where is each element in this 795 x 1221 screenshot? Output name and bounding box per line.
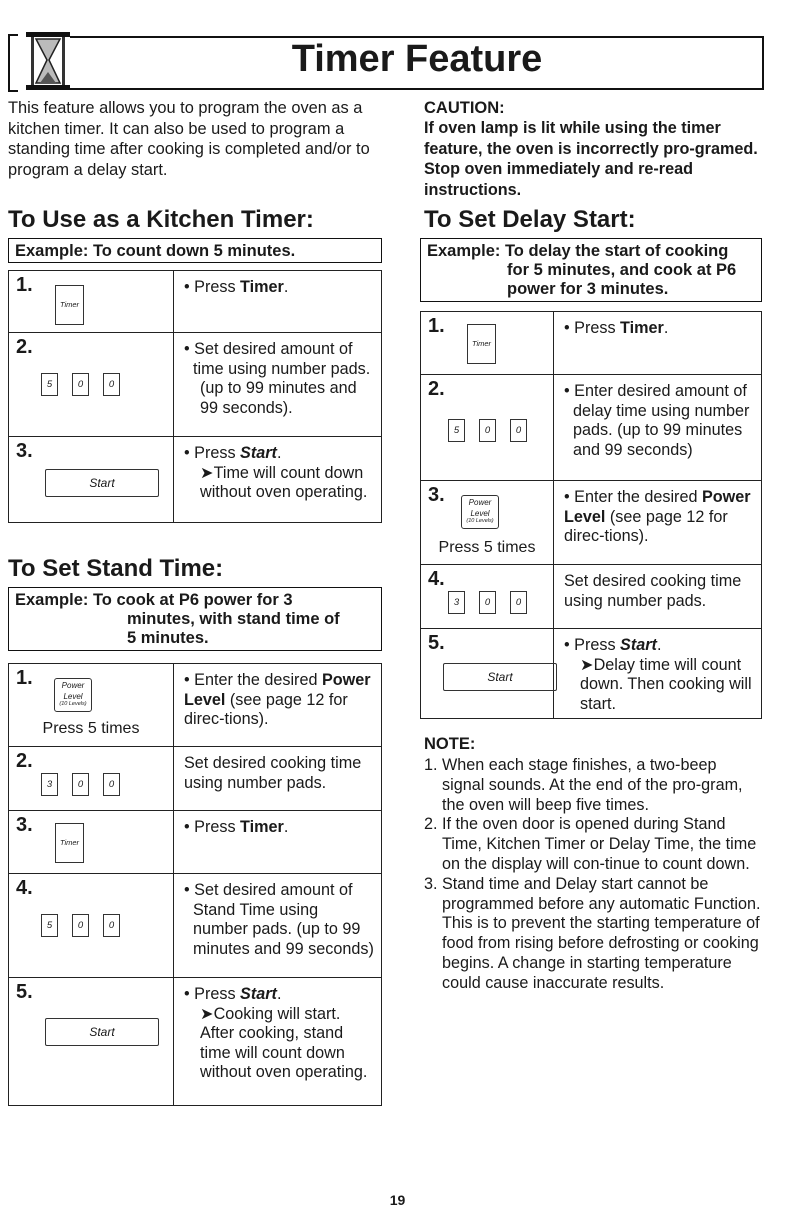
delay-step-5 <box>421 629 762 719</box>
step-key-name: Start <box>240 444 277 462</box>
key-label: (10 Levels) <box>59 701 87 707</box>
number-pad-icon: 0 <box>72 373 89 396</box>
number-pad-icon: 5 <box>41 373 58 396</box>
timer-key-icon: Timer <box>467 324 496 364</box>
step-key-name: Timer <box>620 319 664 337</box>
delay-steps-table <box>420 311 762 719</box>
start-key-icon: Start <box>443 663 557 691</box>
kitchen-steps-table <box>8 270 382 523</box>
step-text-end: . <box>276 985 282 1003</box>
number-pad-icon: 0 <box>72 914 89 937</box>
step-key-name: Start <box>620 636 657 654</box>
step-text: • Press <box>564 636 621 654</box>
note-list <box>424 756 762 994</box>
delay-example-box <box>420 238 762 302</box>
kitchen-step-1 <box>9 271 382 333</box>
start-key-icon: Start <box>45 469 159 497</box>
step-text: • Press <box>184 818 241 836</box>
stand-example-line: minutes, with stand time of <box>127 610 340 628</box>
step-text: Set desired cooking time using number pads. <box>184 754 362 792</box>
number-pad-icon: 0 <box>72 773 89 796</box>
timer-key-icon: Timer <box>55 823 84 863</box>
step-number: 2. <box>16 750 33 772</box>
number-pad-icon: 5 <box>41 914 58 937</box>
note-item: 1. When each stage finishes, a two-beep signal sounds. At the end of the pro-gram, the oven will beep five times. <box>424 756 743 814</box>
step-text: • Press <box>184 444 241 462</box>
step-number: 1. <box>428 315 445 337</box>
press-times-label: Press 5 times <box>438 539 536 556</box>
kitchen-example-text: Example: To count down 5 minutes. <box>15 242 296 260</box>
step-number: 5. <box>428 632 445 654</box>
step-number: 3. <box>428 484 445 506</box>
step-text: Set desired cooking time using number pads. <box>564 572 742 610</box>
stand-example-box <box>8 587 382 651</box>
step-text-end: . <box>663 319 669 337</box>
step-number: 3. <box>16 814 33 836</box>
step-number: 3. <box>16 440 33 462</box>
number-pads <box>34 773 127 796</box>
number-pad-icon: 0 <box>479 419 496 442</box>
stand-example-line: 5 minutes. <box>127 629 209 647</box>
number-pad-icon: 0 <box>510 591 527 614</box>
step-number: 2. <box>16 336 33 358</box>
stand-time-heading: To Set Stand Time: <box>8 555 224 582</box>
stand-step-4 <box>9 874 382 978</box>
delay-example-line: Example: To delay the start of cooking <box>427 242 729 260</box>
page-title: Timer Feature <box>291 38 543 80</box>
page-number: 19 <box>389 1192 406 1208</box>
step-number: 5. <box>16 981 33 1003</box>
stand-step-5 <box>9 978 382 1106</box>
step-text: • Enter the desired <box>184 671 322 689</box>
step-subtext: ➤Cooking will start. After cooking, stand time will count down without oven operating. <box>200 1004 368 1081</box>
stand-step-2 <box>9 747 382 811</box>
step-number: 1. <box>16 274 33 296</box>
timer-key-icon: Timer <box>55 285 84 325</box>
press-times-label: Press 5 times <box>42 720 140 737</box>
step-subtext: ➤Time will count down without oven operating. <box>200 463 368 501</box>
kitchen-step-3 <box>9 437 382 523</box>
page-header <box>8 30 764 88</box>
number-pads <box>34 373 127 396</box>
stand-example-line: Example: To cook at P6 power for 3 <box>15 591 293 609</box>
delay-step-2 <box>421 375 762 481</box>
step-subtext: ➤Delay time will count down. Then cooking will start. <box>580 655 752 713</box>
step-key-name: Power Level <box>184 671 371 709</box>
step-text-end: . <box>656 636 662 654</box>
step-subtext: (up to 99 minutes and 99 seconds). <box>200 379 357 417</box>
caution-heading: CAUTION: <box>424 99 505 117</box>
number-pad-icon: 0 <box>103 773 120 796</box>
step-text: • Set desired amount of Stand Time using number pads. (up to 99 minutes and 99 seconds) <box>184 881 374 958</box>
delay-example-line: for 5 minutes, and cook at P6 <box>507 261 737 279</box>
number-pads <box>34 914 127 937</box>
step-text: • Press <box>564 319 621 337</box>
key-label: Power <box>61 681 85 690</box>
step-text-end: (see page 12 for direc-tions). <box>564 507 728 545</box>
number-pads <box>441 591 534 614</box>
number-pad-icon: 5 <box>448 419 465 442</box>
step-text: • Enter the desired <box>564 488 702 506</box>
step-text-end: (see page 12 for direc-tions). <box>184 690 348 728</box>
step-text-end: . <box>283 818 289 836</box>
number-pad-icon: 0 <box>103 914 120 937</box>
key-label: Level <box>470 509 490 518</box>
key-label: Power <box>468 498 492 507</box>
note-item: 3. Stand time and Delay start cannot be programmed before any automatic Function. This is to prevent the starting temperature of food from rising before defrosting or cooking begins. A change in starting temperature could cause inaccurate results. <box>424 874 761 992</box>
delay-step-3 <box>421 481 762 565</box>
step-text-end: . <box>283 278 289 296</box>
kitchen-example-box <box>8 238 382 263</box>
number-pad-icon: 0 <box>479 591 496 614</box>
stand-steps-table <box>8 663 382 1106</box>
header-bracket <box>8 34 18 92</box>
step-key-name: Start <box>240 985 277 1003</box>
number-pads <box>441 419 534 442</box>
delay-start-heading: To Set Delay Start: <box>424 206 636 233</box>
number-pad-icon: 0 <box>510 419 527 442</box>
delay-step-4 <box>421 565 762 629</box>
key-label: Level <box>63 692 83 701</box>
number-pad-icon: 3 <box>41 773 58 796</box>
step-number: 4. <box>16 877 33 899</box>
power-level-key-icon <box>461 495 499 529</box>
hourglass-icon <box>22 30 74 92</box>
step-text: • Enter desired amount of delay time using number pads. (up to 99 minutes and 99 seconds) <box>564 382 750 459</box>
step-key-name: Power Level <box>564 488 751 526</box>
step-number: 2. <box>428 378 445 400</box>
intro-paragraph: This feature allows you to program the oven as a kitchen timer. It can also be used to program a standing time after cooking is completed and/or to program a delay start. <box>8 99 370 179</box>
stand-step-3 <box>9 811 382 874</box>
step-text: • Press <box>184 985 241 1003</box>
step-text: • Press <box>184 278 241 296</box>
delay-step-1 <box>421 312 762 375</box>
step-text-end: . <box>276 444 282 462</box>
step-text: • Set desired amount of time using number pads. <box>184 340 371 378</box>
number-pad-icon: 3 <box>448 591 465 614</box>
kitchen-timer-heading: To Use as a Kitchen Timer: <box>8 206 314 233</box>
caution-body: If oven lamp is lit while using the timer feature, the oven is incorrectly pro-gramed. Stop oven immediately and re-read instructions. <box>424 119 758 199</box>
step-number: 4. <box>428 568 445 590</box>
kitchen-step-2 <box>9 333 382 437</box>
start-key-icon: Start <box>45 1018 159 1046</box>
key-label: (10 Levels) <box>466 518 494 524</box>
number-pad-icon: 0 <box>103 373 120 396</box>
step-key-name: Timer <box>240 278 284 296</box>
note-heading: NOTE: <box>424 735 476 753</box>
power-level-key-icon <box>54 678 92 712</box>
delay-example-line: power for 3 minutes. <box>507 280 669 298</box>
step-number: 1. <box>16 667 33 689</box>
note-item: 2. If the oven door is opened during Stand Time, Kitchen Timer or Delay Time, the time on the display will con-tinue to count down. <box>424 815 757 873</box>
step-key-name: Timer <box>240 818 284 836</box>
stand-step-1 <box>9 664 382 747</box>
